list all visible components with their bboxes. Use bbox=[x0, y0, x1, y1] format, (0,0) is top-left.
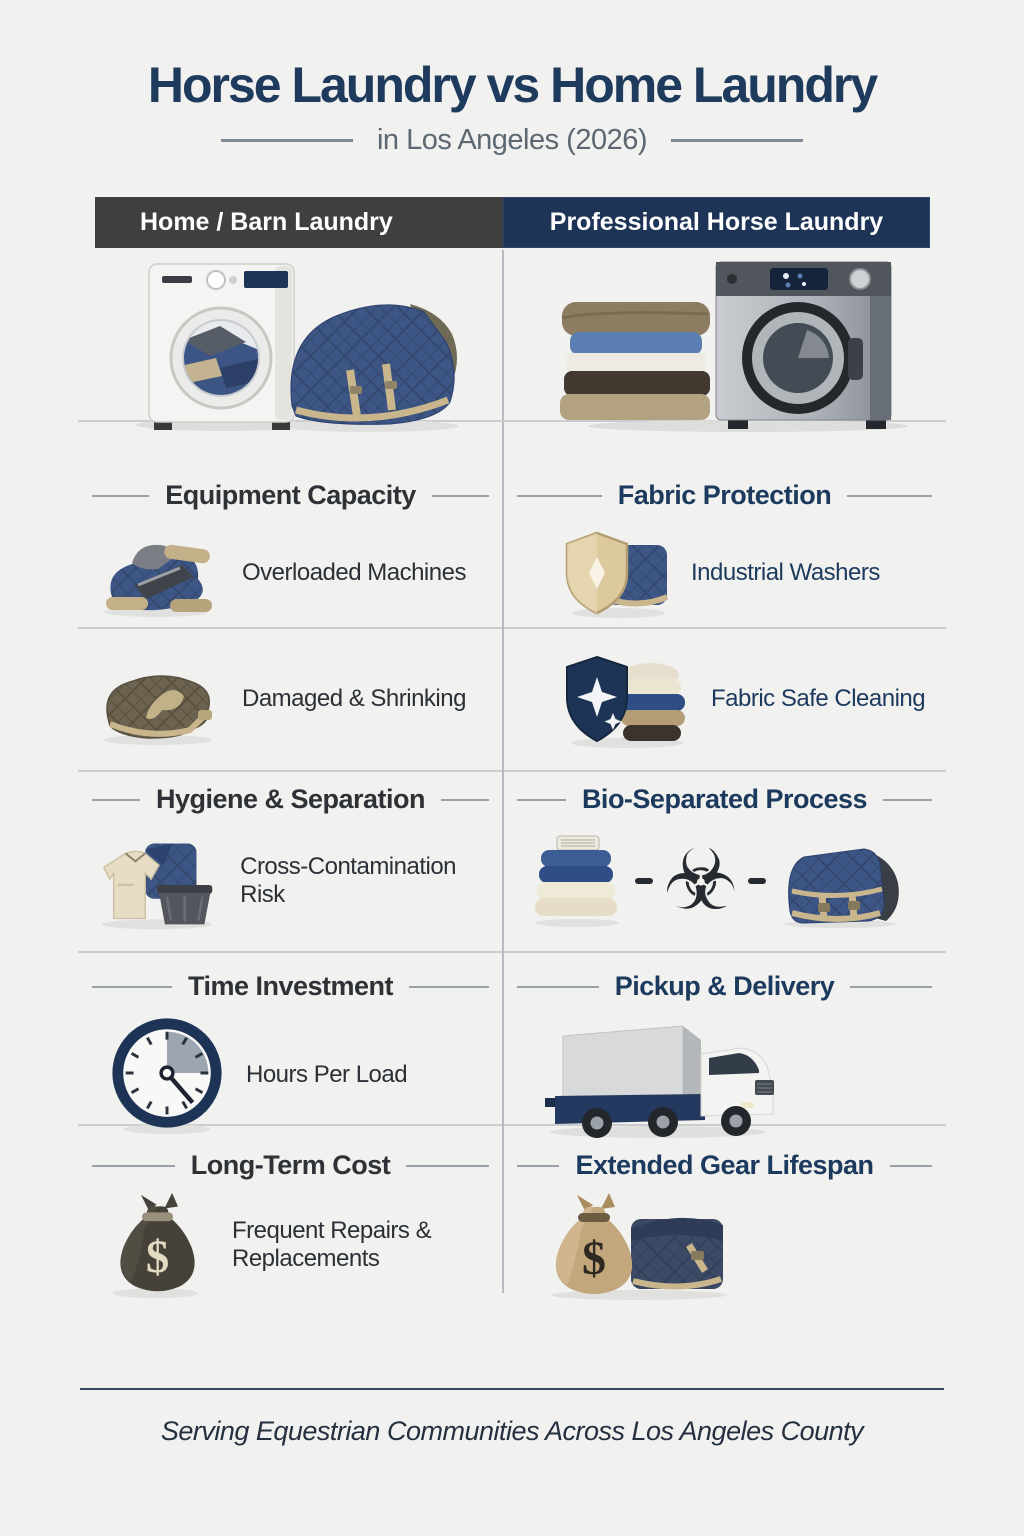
section-cost bbox=[78, 1126, 946, 1301]
section-damage-row bbox=[78, 629, 946, 772]
section-equipment-capacity bbox=[78, 422, 946, 629]
money-bag-icon bbox=[102, 1189, 214, 1301]
section-time bbox=[78, 953, 946, 1126]
clock-icon bbox=[106, 1014, 228, 1136]
hero-row bbox=[78, 248, 946, 422]
svg-text:$: $ bbox=[582, 1232, 606, 1285]
home-washer-overloaded-with-horse-blanket-icon bbox=[124, 254, 464, 444]
heading-long-term-cost: Long-Term Cost bbox=[78, 1150, 503, 1181]
clothes-blanket-basket-icon bbox=[94, 831, 222, 931]
subtitle-left-line bbox=[221, 139, 353, 142]
heading-time-investment: Time Investment bbox=[78, 971, 503, 1002]
column-headers bbox=[95, 197, 930, 248]
item-label: Frequent Repairs & Replacements bbox=[232, 1216, 432, 1272]
heading-pickup-delivery: Pickup & Delivery bbox=[503, 971, 946, 1002]
footer-divider bbox=[80, 1388, 944, 1390]
svg-text:$: $ bbox=[145, 1230, 170, 1283]
heading-fabric-protection: Fabric Protection bbox=[503, 480, 946, 511]
item-label: Cross-Contamination Risk bbox=[240, 853, 457, 908]
heading-bio-separated: Bio-Separated Process bbox=[503, 784, 946, 815]
subtitle-right-line bbox=[671, 139, 803, 142]
shield-blanket-icon bbox=[561, 525, 673, 620]
comparison-table bbox=[78, 248, 946, 1301]
shield-clean-stack-icon bbox=[561, 649, 693, 749]
page-subtitle-row bbox=[0, 124, 1024, 157]
biohazard-separation-icon bbox=[529, 833, 904, 929]
section-hygiene bbox=[78, 772, 946, 953]
item-label: Damaged & Shrinking bbox=[242, 685, 466, 712]
footer-tagline: Serving Equestrian Communities Across Los Angeles County bbox=[160, 1416, 864, 1446]
item-label: Industrial Washers bbox=[691, 558, 880, 586]
page-title: Horse Laundry vs Home Laundry bbox=[147, 57, 877, 113]
folded-laundry-stack-icon bbox=[529, 833, 625, 929]
column-header-professional: Professional Horse Laundry bbox=[503, 197, 930, 248]
delivery-truck-icon bbox=[533, 1010, 783, 1140]
item-label: Overloaded Machines bbox=[242, 558, 466, 586]
money-bag-blanket-icon bbox=[539, 1187, 739, 1302]
horse-blanket-bag-icon bbox=[776, 833, 904, 929]
damaged-saddle-pad-icon bbox=[94, 652, 224, 747]
blanket-pile-icon bbox=[94, 525, 224, 620]
heading-extended-gear-lifespan: Extended Gear Lifespan bbox=[503, 1150, 946, 1181]
page-subtitle: in Los Angeles (2026) bbox=[376, 124, 648, 156]
heading-hygiene-separation: Hygiene & Separation bbox=[78, 784, 503, 815]
item-label: Hours Per Load bbox=[246, 1061, 408, 1088]
column-header-home: Home / Barn Laundry bbox=[95, 197, 503, 248]
industrial-washer-with-folded-blankets-icon bbox=[548, 254, 928, 444]
heading-equipment-capacity: Equipment Capacity bbox=[78, 480, 503, 511]
biohazard-icon: ☣ bbox=[663, 831, 739, 930]
item-label: Fabric Safe Cleaning bbox=[711, 685, 926, 712]
